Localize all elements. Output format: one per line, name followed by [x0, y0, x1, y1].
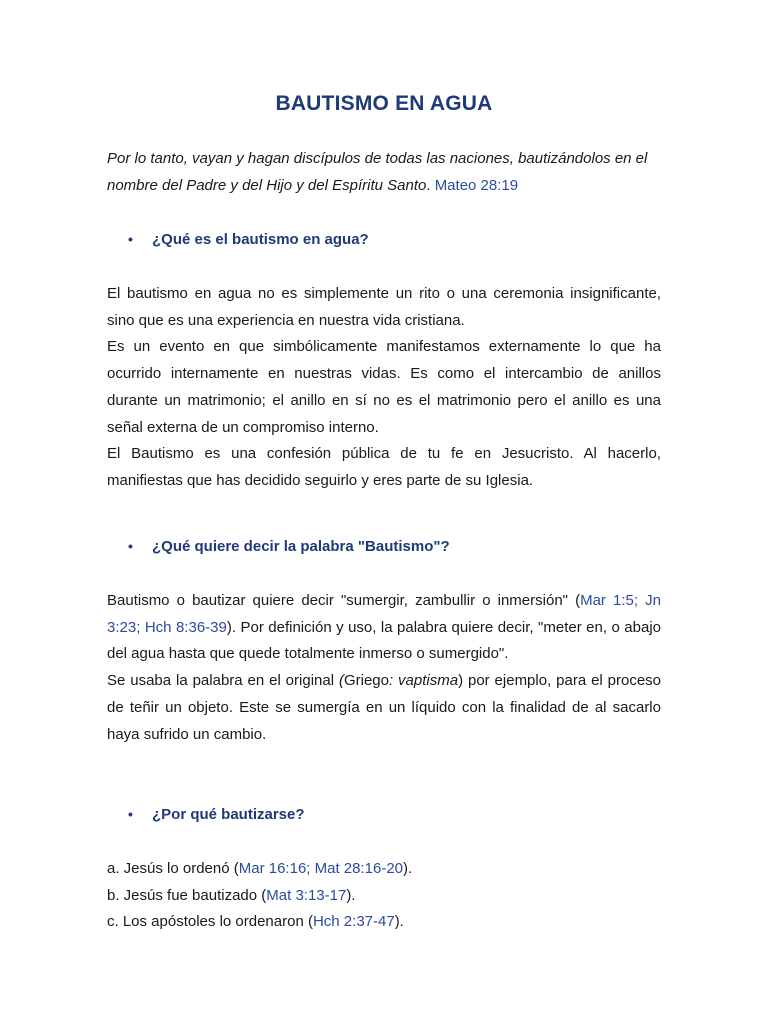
paragraph-text: Bautismo o bautizar quiere decir "sumergir, zambullir o inmersión" ( [107, 592, 581, 609]
scripture-reference: Hch 2:37-47 [312, 913, 395, 931]
section-heading-text: ¿Qué es el bautismo en agua? [152, 231, 369, 248]
list-item [107, 856, 661, 883]
section-1-body [107, 281, 661, 495]
list-item-text: ). [403, 860, 413, 877]
list-item [107, 909, 661, 936]
intro-quote [107, 146, 661, 199]
paragraph [107, 668, 661, 748]
bullet-icon: • [128, 806, 133, 822]
list-item-text: c. Los apóstoles lo ordenaron ( [107, 913, 313, 931]
list-item-text: ). [394, 913, 404, 931]
paragraph: El Bautismo es una confesión pública de tu fe en Jesucristo. Al hacerlo, manifiestas que has decidido seguirlo y eres parte de su Iglesia. [107, 445, 661, 489]
section-3-list [107, 856, 661, 936]
paragraph-text: ). Por definición y uso, la palabra quiere decir, "meter en, o abajo del agua hasta que quede totalmente inmerso o sumergido". [107, 618, 661, 663]
paragraph: Es un evento en que simbólicamente manifestamos externamente lo que ha ocurrido internamente en nuestras vidas. Es como el intercambio de anillos durante un matrimonio; el anillo en sí no es el matrimonio pero el anillo es una señal externa de un compromiso interno. [107, 338, 661, 436]
italic-term: : vaptisma [388, 672, 459, 690]
quote-reference: Mateo 28:19 [434, 176, 519, 194]
bullet-icon: • [128, 538, 133, 554]
section-heading-2 [128, 538, 668, 555]
quote-period: . [426, 176, 435, 194]
quote-text-line2: nombre del Padre y del Hijo y del Espíritu Santo [107, 176, 427, 194]
paragraph: El bautismo en agua no es simplemente un rito o una ceremonia insignificante, sino que es una experiencia en nuestra vida cristiana. [107, 285, 661, 329]
scripture-reference: Mat 3:13-17 [266, 886, 347, 904]
section-heading-text: ¿Por qué bautizarse? [152, 806, 305, 823]
paragraph-text: Griego [343, 672, 389, 690]
page-title: BAUTISMO EN AGUA [275, 92, 493, 115]
list-item-text: a. Jesús lo ordenó ( [107, 860, 239, 877]
section-heading-1 [128, 231, 668, 248]
section-heading-3 [128, 806, 668, 823]
section-heading-text: ¿Qué quiere decir la palabra "Bautismo"? [152, 538, 450, 555]
paragraph-text: ( [338, 672, 344, 690]
scripture-reference: Mar 16:16; Mat 28:16-20 [238, 860, 404, 877]
scripture-reference: Mar 1:5; Jn 3:23; Hch 8:36-39 [107, 592, 661, 636]
paragraph-text: Se usaba la palabra en el original [107, 672, 339, 690]
list-item [107, 883, 661, 910]
bullet-icon: • [128, 231, 133, 247]
quote-text-line1: Por lo tanto, vayan y hagan discípulos de todas las naciones, bautizándolos en el [107, 150, 648, 167]
list-item-text: ). [346, 886, 356, 904]
paragraph-text: ) por ejemplo, para el proceso de teñir un objeto. Este se sumergía en un líquido con la finalidad de al sacarlo haya sufrido un cambio. [107, 672, 662, 743]
section-2-body [107, 588, 661, 748]
paragraph [107, 588, 661, 668]
list-item-text: b. Jesús fue bautizado ( [107, 886, 267, 904]
